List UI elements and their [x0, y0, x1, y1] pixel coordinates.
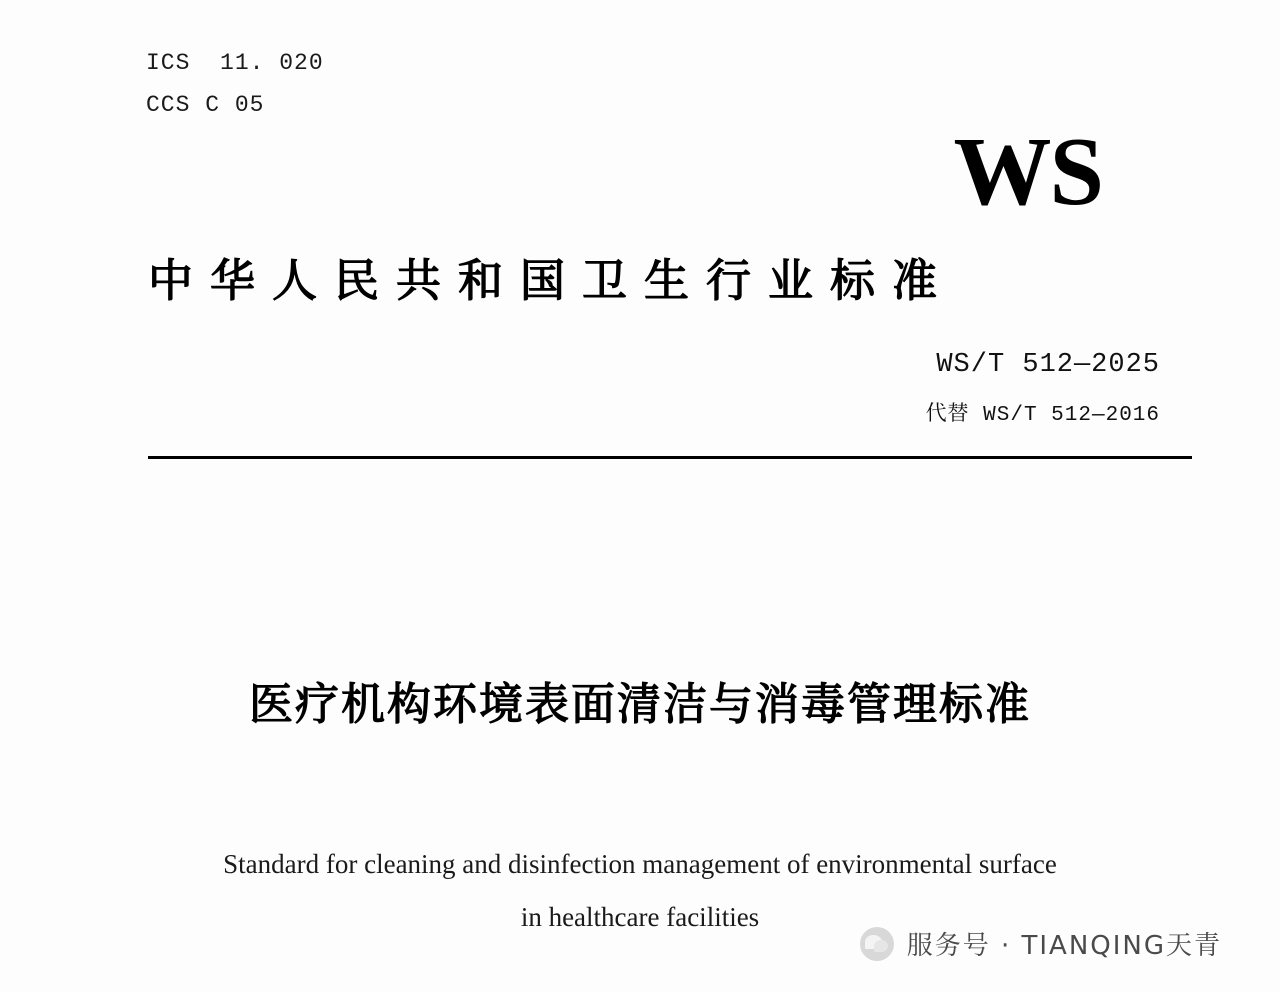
replaces-label: 代替 [925, 401, 970, 425]
ws-logo: WS [953, 118, 1102, 226]
ccs-code: CCS C 05 [146, 92, 265, 118]
document-title-chinese: 医疗机构环境表面清洁与消毒管理标准 [249, 679, 1031, 730]
title-english-line-2: in healthcare facilities [520, 901, 760, 932]
standard-number-block [926, 350, 1160, 427]
replaces-standard-number: WS/T 512—2016 [983, 404, 1160, 427]
watermark [860, 925, 1222, 962]
header-divider [148, 456, 1192, 459]
standard-number: WS/T 512—2025 [936, 350, 1160, 380]
wechat-official-account-icon [860, 927, 894, 961]
classification-codes [146, 52, 324, 136]
watermark-label: 服务号 · TIANQING天青 [906, 931, 1222, 961]
replaces-line [926, 397, 1160, 427]
standard-authority-header: 中华人民共和国卫生行业标准 [148, 254, 955, 307]
ics-code: ICS 11. 020 [146, 50, 324, 76]
title-english-line-1: Standard for cleaning and disinfection management of environmental surface [223, 849, 1057, 879]
